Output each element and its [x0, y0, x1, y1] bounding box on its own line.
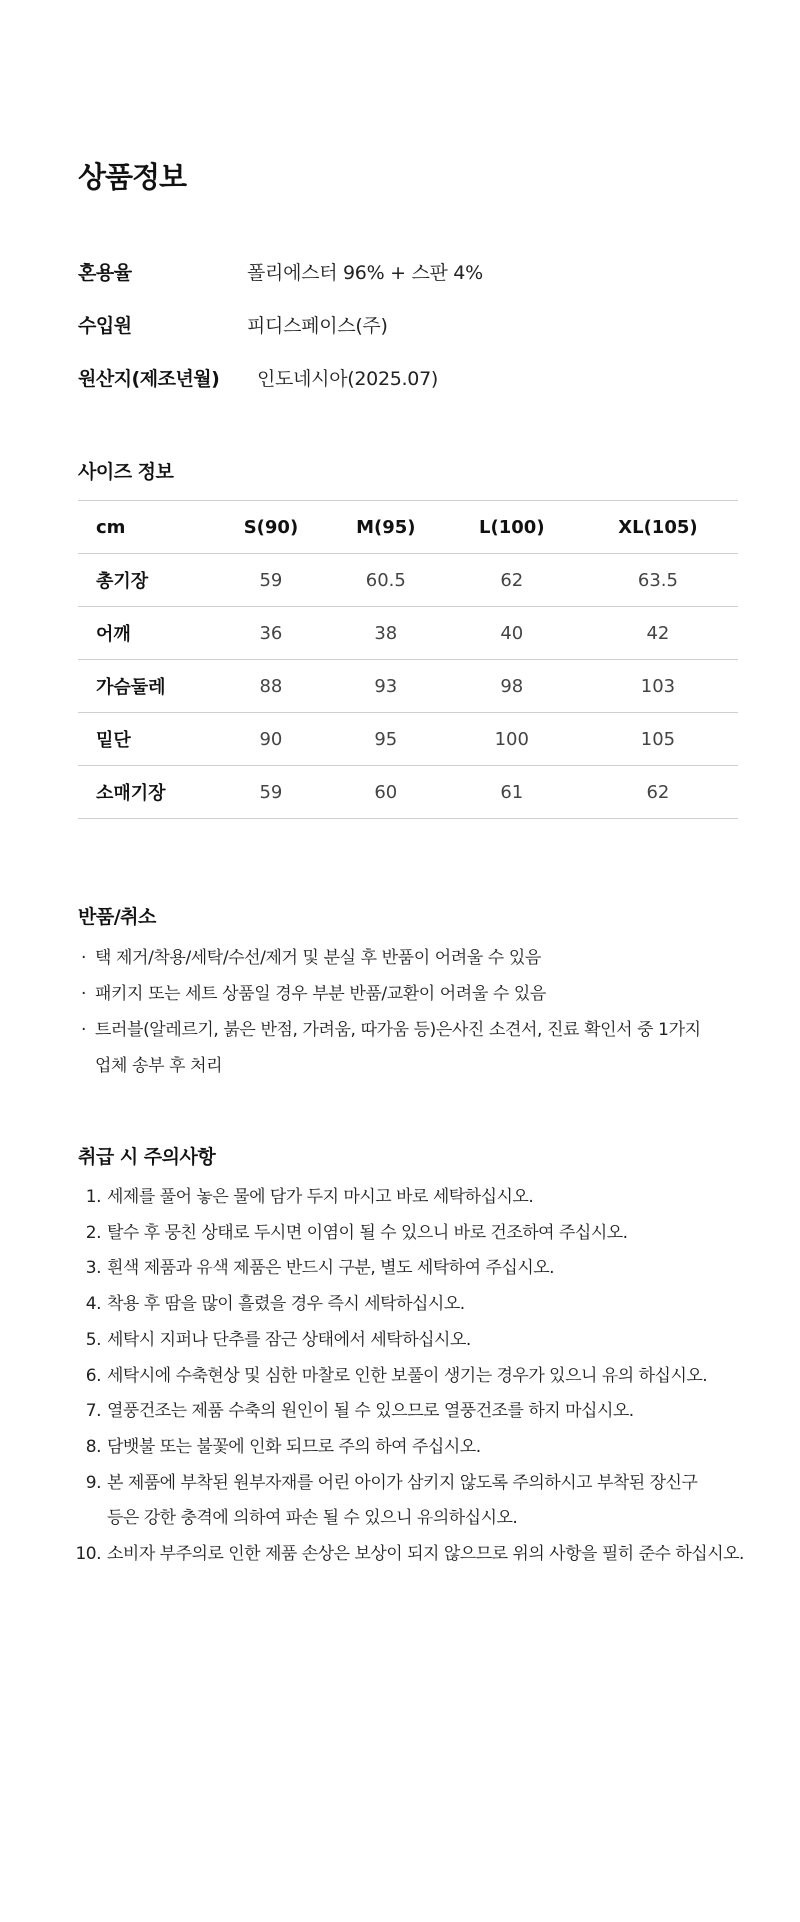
table-cell: 60.5 — [365, 569, 406, 591]
size-info-title: 사이즈 정보 — [78, 461, 174, 483]
table-cell: 103 — [640, 675, 676, 697]
row-label: 어깨 — [96, 624, 131, 645]
size-table — [78, 500, 738, 819]
table-header-row — [78, 501, 738, 554]
row-label: 밑단 — [96, 730, 131, 751]
table-cell: 40 — [500, 622, 524, 644]
table-row — [78, 766, 738, 819]
list-item: 3. 흰색 제품과 유색 제품은 반드시 구분, 별도 세탁하여 주십시오. — [85, 1258, 555, 1279]
row-label: 총기장 — [96, 571, 149, 592]
table-cell: 38 — [374, 622, 398, 644]
table-row — [78, 713, 738, 766]
header-cell-size: S(90) — [243, 516, 299, 538]
list-item-continuation: 업체 송부 후 처리 — [95, 1056, 223, 1076]
table-cell: 62 — [500, 569, 524, 591]
table-cell: 63.5 — [637, 569, 678, 591]
row-label: 가슴둘레 — [96, 677, 166, 698]
info-value: 인도네시아(2025.07) — [257, 368, 438, 390]
returns-title: 반품/취소 — [78, 906, 156, 928]
header-cell-size: M(95) — [356, 516, 416, 538]
list-item-continuation: 등은 강한 충격에 의하여 파손 될 수 있으니 유의하십시오. — [107, 1508, 518, 1529]
list-item: 1. 세제를 풀어 놓은 물에 담가 두지 마시고 바로 세탁하십시오. — [85, 1187, 534, 1207]
care-list — [75, 1180, 744, 1573]
info-value: 피디스페이스(주) — [247, 315, 388, 337]
list-item: · 택 제거/착용/세탁/수선/제거 및 분실 후 반품이 어려울 수 있음 — [78, 940, 701, 976]
list-item: 4. 착용 후 땀을 많이 흘렸을 경우 즉시 세탁하십시오. — [85, 1294, 465, 1315]
list-item: 8. 담뱃불 또는 불꽃에 인화 되므로 주의 하여 주십시오. — [85, 1436, 481, 1457]
table-cell: 61 — [500, 781, 524, 803]
care-title: 취급 시 주의사항 — [78, 1146, 216, 1168]
table-cell: 42 — [646, 622, 670, 644]
list-item: 10. 소비자 부주의로 인한 제품 손상은 보상이 되지 않으므로 위의 사항을 필히 준수 하십시오. — [75, 1544, 744, 1565]
info-value: 폴리에스터 96% + 스판 4% — [247, 262, 483, 284]
list-item: 7. 열풍건조는 제품 수축의 원인이 될 수 있으므로 열풍건조를 하지 마십시오. — [85, 1401, 634, 1422]
table-cell: 95 — [374, 728, 398, 750]
info-label: 수입원 — [78, 315, 132, 337]
table-row — [78, 660, 738, 713]
row-label: 소매기장 — [96, 783, 166, 804]
table-row — [78, 607, 738, 660]
table-cell: 100 — [494, 728, 529, 750]
table-cell: 105 — [640, 728, 676, 750]
table-cell: 62 — [646, 781, 670, 803]
list-item: 5. 세탁시 지퍼나 단추를 잠근 상태에서 세탁하십시오. — [85, 1329, 471, 1350]
list-item: · 패키지 또는 세트 상품일 경우 부분 반품/교환이 어려울 수 있음 — [78, 976, 701, 1012]
info-label: 혼용율 — [78, 262, 132, 284]
header-cell-unit: cm — [96, 516, 126, 538]
table-cell: 59 — [259, 781, 283, 803]
header-cell-size: XL(105) — [618, 516, 698, 538]
returns-list — [78, 940, 701, 1084]
table-cell: 60 — [374, 781, 398, 803]
list-item: 6. 세탁시에 수축현상 및 심한 마찰로 인한 보풀이 생기는 경우가 있으니 유의 하십시오. — [85, 1365, 708, 1386]
table-cell: 88 — [259, 675, 283, 697]
page-title: 상품정보 — [78, 160, 187, 194]
list-item: 2. 탈수 후 뭉친 상태로 두시면 이염이 될 수 있으니 바로 건조하여 주십시오. — [85, 1222, 628, 1243]
list-item: · 트러블(알레르기, 붉은 반점, 가려움, 따가움 등)은사진 소견서, 진료 확인서 중 1가지 — [78, 1012, 701, 1048]
header-cell-size: L(100) — [479, 516, 545, 538]
table-row — [78, 554, 738, 607]
info-label: 원산지(제조년월) — [78, 368, 220, 390]
table-cell: 93 — [374, 675, 398, 697]
list-item: 9. 본 제품에 부착된 원부자재를 어린 아이가 삼키지 않도록 주의하시고 부착된 장신구 — [85, 1472, 698, 1493]
table-cell: 90 — [259, 728, 283, 750]
table-cell: 98 — [500, 675, 524, 697]
table-cell: 36 — [259, 622, 283, 644]
table-cell: 59 — [259, 569, 283, 591]
